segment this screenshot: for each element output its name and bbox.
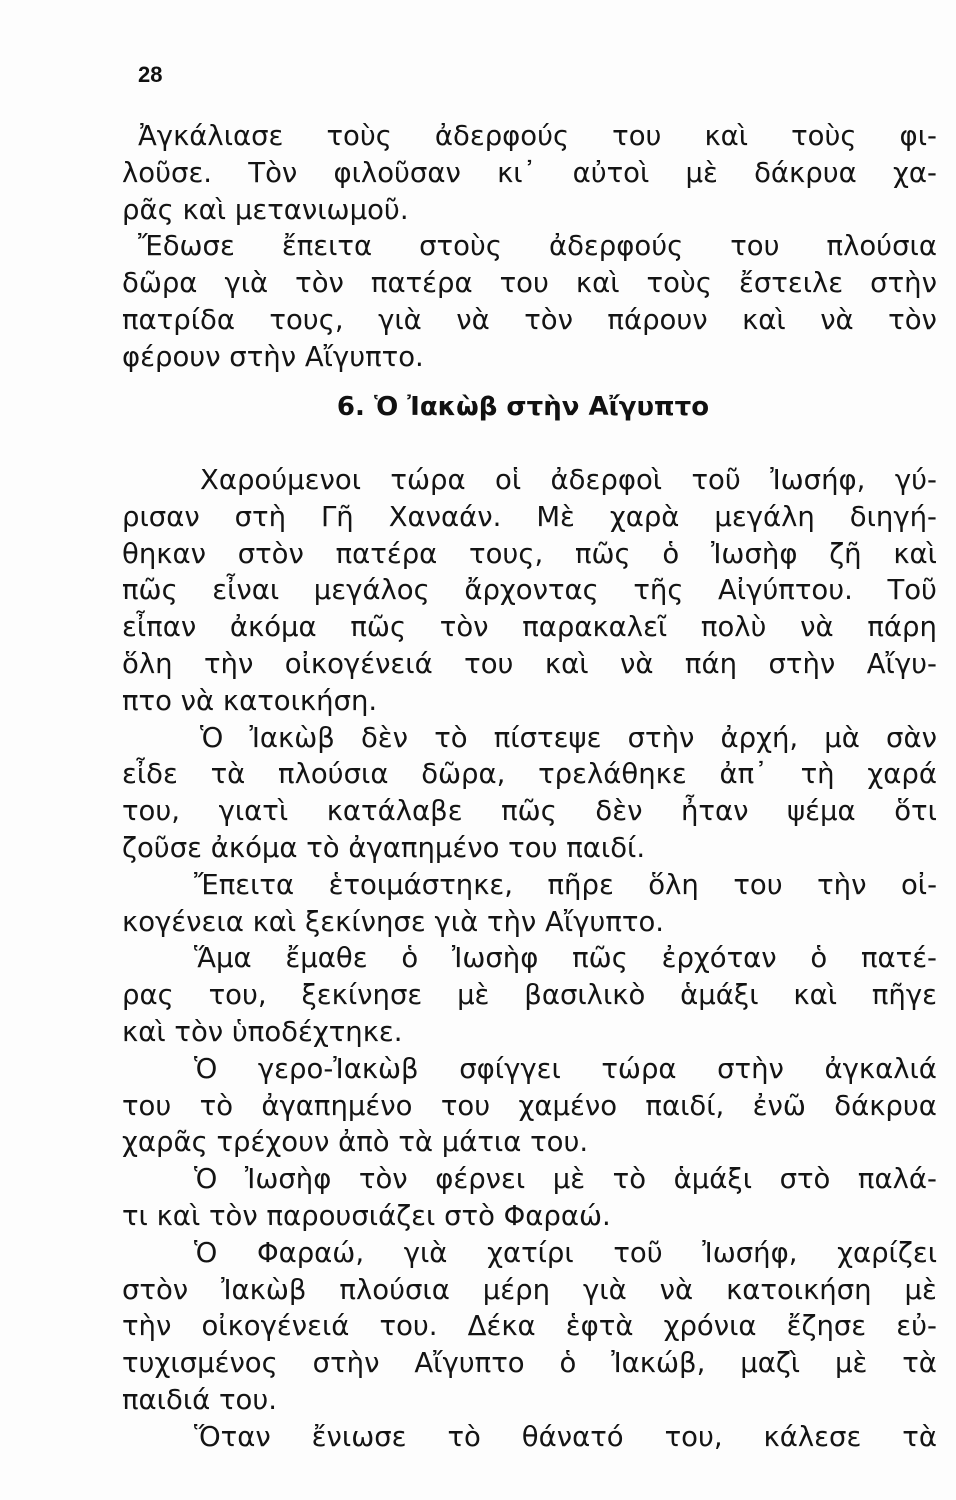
text-line: Ἔπειτα ἑτοιμάστηκε, πῆρε ὅλη του τὴν οἰ-: [194, 868, 937, 901]
text-line: κογένεια καὶ ξεκίνησε γιὰ τὴν Αἴγυπτο.: [122, 905, 665, 938]
text-line: τὴν οἰκογένειά του. Δέκα ἑφτὰ χρόνια ἔζησε εὐ-: [122, 1310, 937, 1343]
text-line: καὶ τὸν ὑποδέχτηκε.: [122, 1015, 403, 1048]
text-line: ρισαν στὴ Γῆ Χαναάν. Μὲ χαρὰ μεγάλη διηγή-: [122, 500, 937, 533]
text-line: Ὅταν ἔνιωσε τὸ θάνατό του, κάλεσε τὰ: [194, 1420, 937, 1453]
text-line: του τὸ ἀγαπημένο του χαμένο παιδί, ἐνῶ δάκρυα: [122, 1089, 937, 1122]
chapter-heading: 6. Ὁ Ἰακὼβ στὴν Αἴγυπτο: [336, 392, 710, 422]
text-line: τι καὶ τὸν παρουσιάζει στὸ Φαραώ.: [122, 1199, 611, 1232]
text-line: Ἔδωσε ἔπειτα στοὺς ἀδερφούς του πλούσια: [138, 230, 937, 263]
text-line: Χαρούμενοι τώρα οἱ ἀδερφοὶ τοῦ Ἰωσήφ, γύ-: [200, 464, 937, 496]
text-line: Ὁ Φαραώ, γιὰ χατίρι τοῦ Ἰωσήφ, χαρίζει: [194, 1236, 937, 1269]
text-line: στὸν Ἰακὼβ πλούσια μέρη γιὰ νὰ κατοικήση μὲ: [122, 1273, 937, 1306]
text-line: Ὁ Ἰωσὴφ τὸν φέρνει μὲ τὸ ἁμάξι στὸ παλά-: [194, 1163, 937, 1196]
text-line: ζοῦσε ἀκόμα τὸ ἀγαπημένο του παιδί.: [122, 831, 646, 864]
text-line: Ὁ γερο-Ἰακὼβ σφίγγει τώρα στὴν ἀγκαλιά: [194, 1052, 937, 1085]
paragraph-block-2: [122, 462, 937, 1456]
text-line: φέρουν στὴν Αἴγυπτο.: [122, 340, 424, 373]
text-line: ρᾶς καὶ μετανιωμοῦ.: [122, 193, 409, 226]
text-line: παιδιά του.: [122, 1383, 278, 1416]
text-line: πῶς εἶναι μεγάλος ἄρχοντας τῆς Αἰγύπτου. Τοῦ: [122, 574, 937, 607]
text-line: θηκαν στὸν πατέρα τους, πῶς ὁ Ἰωσὴφ ζῆ καὶ: [122, 537, 937, 570]
text-line: ρας του, ξεκίνησε μὲ βασιλικὸ ἁμάξι καὶ πῆγε: [122, 979, 937, 1012]
paragraph-block-1: [122, 118, 937, 376]
text-line: ὅλη τὴν οἰκογένειά του καὶ νὰ πάη στὴν Αἴγυ-: [122, 647, 937, 680]
text-line: πτο νὰ κατοικήση.: [122, 684, 378, 717]
text-line: τυχισμένος στὴν Αἴγυπτο ὁ Ἰακώβ, μαζὶ μὲ τὰ: [122, 1347, 937, 1380]
text-line: εἶδε τὰ πλούσια δῶρα, τρελάθηκε ἀπ᾽ τὴ χαρά: [122, 758, 937, 791]
text-line: Ἀγκάλιασε τοὺς ἀδερφούς του καὶ τοὺς φι-: [138, 120, 937, 152]
text-line: δῶρα γιὰ τὸν πατέρα του καὶ τοὺς ἔστειλε στὴν: [122, 267, 937, 300]
text-line: λοῦσε. Τὸν φιλοῦσαν κι᾽ αὐτοὶ μὲ δάκρυα χα-: [122, 156, 937, 189]
text-line: πατρίδα τους, γιὰ νὰ τὸν πάρουν καὶ νὰ τὸν: [122, 303, 937, 336]
text-line: του, γιατὶ κατάλαβε πῶς δὲν ἦταν ψέμα ὅτι: [122, 795, 937, 828]
page-number: 28: [138, 62, 163, 87]
text-line: χαρᾶς τρέχουν ἀπὸ τὰ μάτια του.: [122, 1126, 589, 1159]
text-line: Ἅμα ἔμαθε ὁ Ἰωσὴφ πῶς ἐρχόταν ὁ πατέ-: [194, 942, 937, 975]
text-line: Ὁ Ἰακὼβ δὲν τὸ πίστεψε στὴν ἀρχή, μὰ σὰν: [200, 721, 937, 754]
text-line: εἶπαν ἀκόμα πῶς τὸν παρακαλεῖ πολὺ νὰ πάρη: [122, 611, 937, 644]
